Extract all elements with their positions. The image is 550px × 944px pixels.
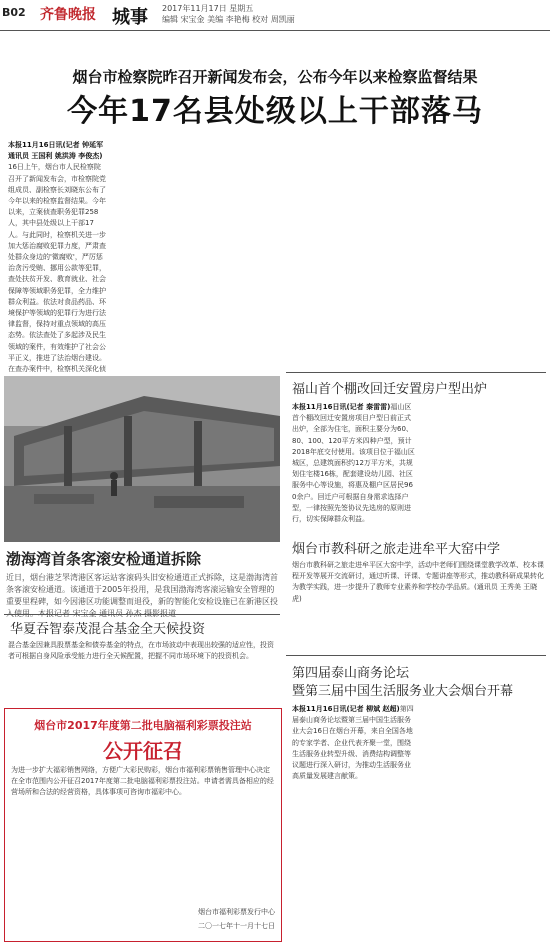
ferry-terminal-photo [4, 376, 280, 542]
lead-body: 16日上午，烟台市人民检察院召开了新闻发布会，市检察院党组成员、副检察长刘晓东公布了今年以来的检察监督结果。今年以来，立案侦查职务犯罪258人，其中县处级以上干部17人。与此同时，检察机关进一步加大惩治腐败犯罪力度，严肃查处群众身边的'微腐败'，严厉惩治贪污受贿、挪用公款等犯罪，查处扶贫开发、教育就业、社会保障等领域职务犯罪，全力维护群众利益。依法对食品药品、环境保护等领域的犯罪行为进行法律监督，保持对重点领域的高压态势。依法查处了多起涉及民生领域的案件，有效维护了社会公平正义，推进了法治烟台建设。在查办案件中，检察机关深化侦 [8, 163, 106, 374]
section-title: 城事 [112, 7, 148, 28]
page-number: B02 [2, 6, 26, 19]
lottery-notice-kicker: 烟台市2017年度第二批电脑福利彩票投注站 [34, 719, 252, 732]
edu-article-body: 烟台市教科研之旅走进牟平区大窑中学，活动中老师们围绕课堂教学改革、校本课程开发等展开交流研讨，通过听课、评课、专题讲座等形式，推动教科研成果转化为教学实践，进一步提升了教师专业素养和学校办学品质。(通讯员 王秀美 王晓虎) [292, 561, 544, 603]
ferry-article-body: 近日，烟台港芝罘湾港区客运站客滚码头旧安检通道正式拆除，这是渤海湾首条客滚安检通道。该通道于2005年投用，是我国渤海湾客滚运输安全管理的重要里程碑，如今因港区功能调整而退役，新的智能化安检设施已在新港区投 [6, 573, 278, 606]
header-divider [0, 30, 550, 31]
forum-byline: 本报11月16日讯(记者 柳斌 赵超) [292, 705, 400, 713]
fund-article-title: 华夏吞智泰茂混合基金全天候投资 [10, 622, 206, 637]
lead-byline: 本报11月16日讯(记者 钟延军 通讯员 王国利 姚洪涛 李俊杰) [8, 141, 104, 161]
ferry-article-title: 渤海湾首条客滚安检通道拆除 [6, 550, 202, 568]
lead-article-col-1 [8, 140, 106, 380]
lead-article-col-5 [432, 140, 542, 380]
forum-article-col-1 [292, 704, 416, 940]
lead-headline: 今年17名县处级以上干部落马 [67, 94, 483, 129]
fushan-top-rule [286, 372, 546, 373]
fushan-byline: 本报11月16日讯(记者 秦雷雷) [292, 403, 391, 411]
lottery-notice-body: 为进一步扩大福彩销售网络，方便广大彩民购彩，烟台市福利彩票销售管理中心决定在全市范围内公开征召2017年度第二批电脑福利彩票投注站。申请者需具备相应的经营场所和合法的经营资格，具体事项可咨询市福彩中心。 [11, 766, 274, 797]
forum-top-rule [286, 655, 546, 656]
fund-article-body: 混合基金因兼具股票基金和债券基金的特点，在市场波动中表现出较强的适应性，投资者可根据自身风险承受能力进行全天候配置，把握不同市场环境下的投资机会。 [8, 641, 274, 661]
lottery-notice-date: 二〇一七年十一月十七日 [198, 922, 275, 930]
page-header [0, 0, 550, 30]
lead-article-col-2 [114, 140, 212, 380]
fushan-article-col-2 [422, 402, 546, 522]
lead-article-col-3 [220, 140, 318, 380]
forum-title-line-2: 暨第三届中国生活服务业大会烟台开幕 [292, 684, 514, 699]
edu-article-title: 烟台市教科研之旅走进牟平大窑中学 [292, 542, 501, 557]
forum-body: 第四届泰山商务论坛暨第三届中国生活服务业大会16日在烟台开幕，来自全国各地的专家学者、企业代表齐聚一堂，围绕生活服务业转型升级、消费结构调整等议题进行深入研讨，为推动生活服务业高质量发展建言献策。 [292, 705, 414, 781]
lead-kicker: 烟台市检察院昨召开新闻发布会，公布今年以来检察监督结果 [72, 68, 478, 86]
fushan-body: 福山区首个棚改回迁安置房项目户型日前正式出炉，全部为住宅，面积主要分为60、80、100、120平方米四种户型，预计2018年底交付使用。该项目位于福山区城区，总建筑面积约12万平方米，共规划住宅楼16栋，配套建设幼儿园、社区服务中心等设施，将惠及棚户区居民960余户。回迁户可根据自身需求选择户型，一律按照先签协议先选房的原则进行，切实保障群众利益。 [292, 403, 415, 524]
forum-title-line-1: 第四届泰山商务论坛 [292, 666, 410, 681]
fushan-article-title: 福山首个棚改回迁安置房户型出炉 [292, 382, 488, 397]
lead-article-col-4 [326, 140, 424, 380]
fund-top-rule [4, 614, 280, 615]
editor-line: 编辑 宋宝金 美编 李艳梅 校对 周凯丽 [162, 15, 295, 24]
date-line: 2017年11月17日 星期五 [162, 4, 254, 13]
lottery-notice-signoff: 烟台市福利彩票发行中心 [198, 908, 275, 916]
fushan-article-col-1 [292, 402, 416, 522]
forum-article-col-2 [422, 704, 546, 940]
lottery-notice-box [4, 708, 282, 942]
lottery-notice-title: 公开征召 [103, 739, 183, 763]
newspaper-logo: 齐鲁晚报 [40, 7, 96, 23]
